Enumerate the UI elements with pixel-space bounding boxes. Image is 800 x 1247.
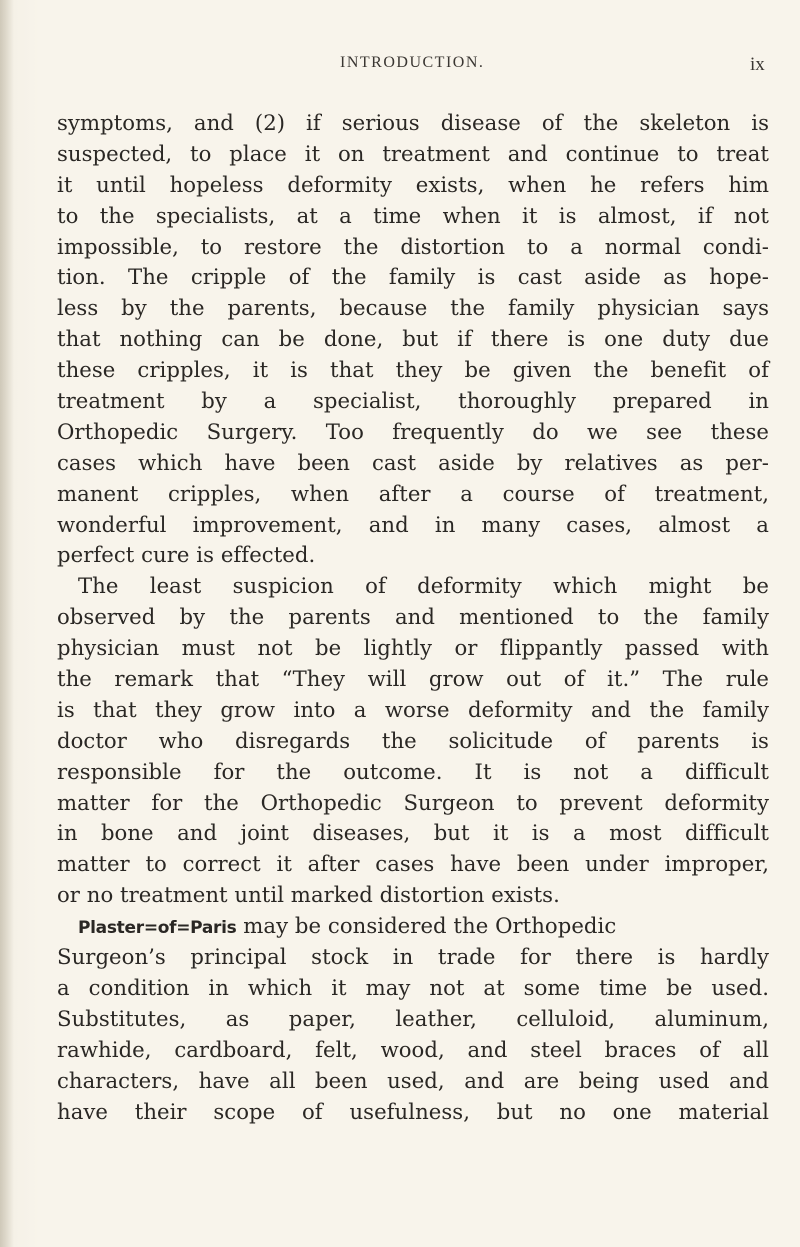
text-line: Surgeon’s principal stock in trade for there is hardly xyxy=(57,944,769,970)
text-line: observed by the parents and mentioned to the family xyxy=(57,604,769,630)
text-line: cases which have been cast aside by relatives as per- xyxy=(57,449,769,475)
text-line: treatment by a specialist, thoroughly prepared in xyxy=(57,388,769,414)
text-line: it until hopeless deformity exists, when he refers him xyxy=(57,171,769,197)
body-text xyxy=(57,108,769,1127)
text-line: suspected, to place it on treatment and continue to treat xyxy=(57,140,769,166)
text-line: a condition in which it may not at some time be used. xyxy=(57,974,769,1000)
text-line: is that they grow into a worse deformity and the family xyxy=(57,696,769,722)
text-line: impossible, to restore the distortion to a normal condi- xyxy=(57,233,769,259)
side-heading: Plaster=of=Paris xyxy=(78,918,237,939)
text-line: matter for the Orthopedic Surgeon to prevent deformity xyxy=(57,789,769,815)
text-line: characters, have all been used, and are being used and xyxy=(57,1067,769,1093)
running-head: INTRODUCTION. xyxy=(340,54,485,71)
text-line: the remark that “They will grow out of it.” The rule xyxy=(57,666,769,692)
text-line: Orthopedic Surgery. Too frequently do we see these xyxy=(57,418,769,444)
text-line: in bone and joint diseases, but it is a most difficult xyxy=(57,820,769,846)
paragraph-start-line xyxy=(57,911,769,942)
text-line: to the specialists, at a time when it is almost, if not xyxy=(57,202,769,228)
page-number: ix xyxy=(750,54,765,75)
paragraph-start-line: The least suspicion of deformity which might be xyxy=(78,573,769,599)
text-line: Substitutes, as paper, leather, celluloid, aluminum, xyxy=(57,1005,769,1031)
text-run: may be considered the Orthopedic xyxy=(236,913,617,939)
paragraph-end-line: perfect cure is effected. xyxy=(57,542,316,568)
text-line: less by the parents, because the family physician says xyxy=(57,295,769,321)
text-line: wonderful improvement, and in many cases, almost a xyxy=(57,511,769,537)
text-line: that nothing can be done, but if there is one duty due xyxy=(57,326,769,352)
text-line: tion. The cripple of the family is cast aside as hope- xyxy=(57,264,769,290)
page-header xyxy=(0,54,800,80)
gutter-shadow xyxy=(0,0,14,1247)
text-line: these cripples, it is that they be given the benefit of xyxy=(57,357,769,383)
text-line: doctor who disregards the solicitude of parents is xyxy=(57,727,769,753)
text-line: manent cripples, when after a course of treatment, xyxy=(57,480,769,506)
text-line: physician must not be lightly or flippantly passed with xyxy=(57,635,769,661)
text-line: symptoms, and (2) if serious disease of the skeleton is xyxy=(57,110,769,135)
text-line: have their scope of usefulness, but no one material xyxy=(57,1098,769,1124)
text-line: responsible for the outcome. It is not a difficult xyxy=(57,758,769,784)
text-line: rawhide, cardboard, felt, wood, and steel braces of all xyxy=(57,1036,769,1062)
text-line: matter to correct it after cases have been under improper, xyxy=(57,851,769,877)
paragraph-end-line: or no treatment until marked distortion exists. xyxy=(57,882,560,908)
